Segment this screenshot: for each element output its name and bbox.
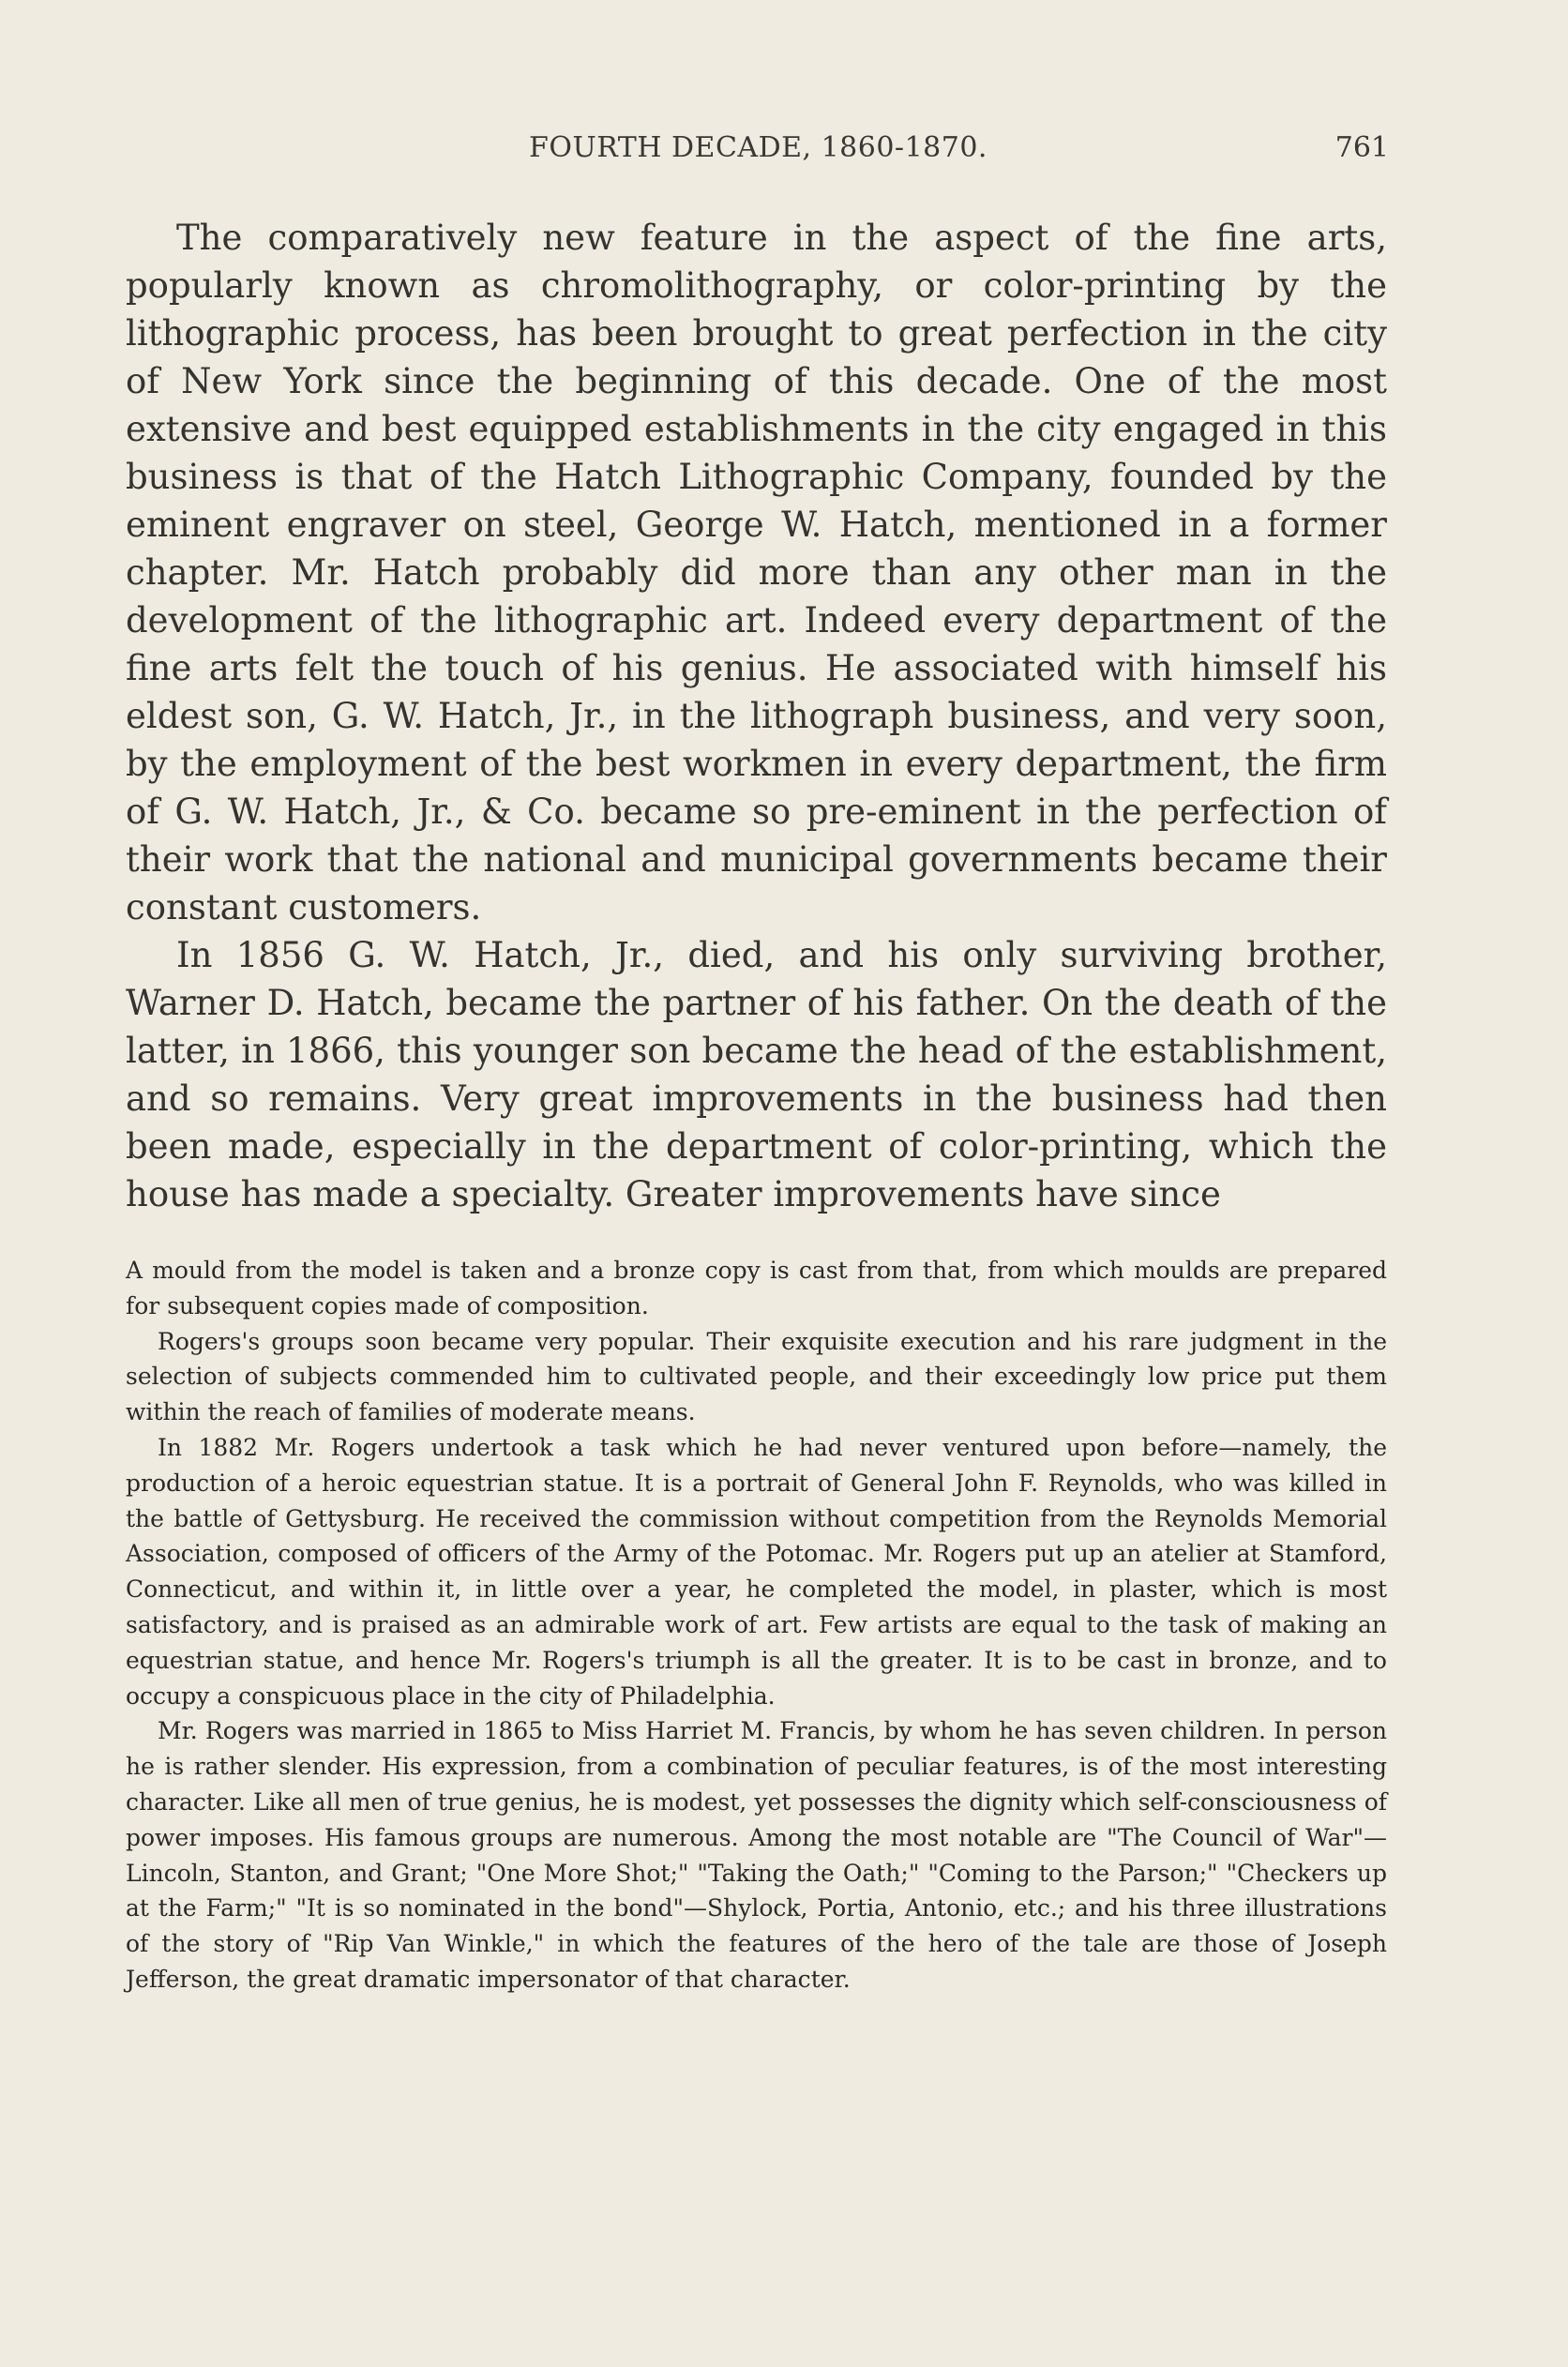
running-header xyxy=(128,131,1389,178)
main-paragraph-2: In 1856 G. W. Hatch, Jr., died, and his only surviving brother, Warner D. Hatch, became the partner of his father. On the death of the latter, in 1866, this younger son became the head of the establishment, and so remains. Very great improvements in the business had then been made, especially in the department of color-printing, which the house has made a specialty. Greater improvements have since xyxy=(126,935,1387,1214)
main-paragraph-1: The comparatively new feature in the aspect of the fine arts, popularly known as chromolithography, or color-printing by the lithographic process, has been brought to great perfection in the city of New York since the beginning of this decade. One of the most extensive and best equipped establishments in the city engaged in this business is that of the Hatch Lithographic Company, founded by the eminent engraver on steel, George W. Hatch, mentioned in a former chapter. Mr. Hatch probably did more than any other man in the development of the lithographic art. Indeed every department of the fine arts felt the touch of his genius. He associated with himself his eldest son, G. W. Hatch, Jr., in the lithograph business, and very soon, by the employment of the best workmen in every department, the firm of G. W. Hatch, Jr., & Co. became so pre-eminent in the perfection of their work that the national and municipal governments became their constant customers. xyxy=(126,218,1387,927)
footnote-paragraph-4: Mr. Rogers was married in 1865 to Miss Harriet M. Francis, by whom he has seven children. In person he is rather slender. His expression, from a combination of peculiar features, is of the most interesting character. Like all men of true genius, he is modest, yet possesses the dignity which self-consciousness of power imposes. His famous groups are numerous. Among the most notable are "The Council of War"—Lincoln, Stanton, and Grant; "One More Shot;" "Taking the Oath;" "Coming to the Parson;" "Checkers up at the Farm;" "It is so nominated in the bond"—Shylock, Portia, Antonio, etc.; and his three illustrations of the story of "Rip Van Winkle," in which the features of the hero of the tale are those of Joseph Jefferson, the great dramatic impersonator of that character. xyxy=(126,1717,1387,1993)
main-text xyxy=(126,214,1387,1218)
footnote-paragraph-1: A mould from the model is taken and a bronze copy is cast from that, from which moulds are prepared for subsequent copies made of composition. xyxy=(126,1257,1387,1319)
footnote-paragraph-2: Rogers's groups soon became very popular. Their exquisite execution and his rare judgment in the selection of subjects commended him to cultivated people, and their exceedingly low price put them within the reach of families of moderate means. xyxy=(126,1327,1387,1426)
running-head-title: FOURTH DECADE, 1860-1870. xyxy=(529,131,988,164)
footnote-continuation xyxy=(126,1253,1387,1998)
footnote-paragraph-3: In 1882 Mr. Rogers undertook a task which he had never ventured upon before—namely, the production of a heroic equestrian statue. It is a portrait of General John F. Reynolds, who was killed in the battle of Gettysburg. He received the commission without competition from the Reynolds Memorial Association, composed of officers of the Army of the Potomac. Mr. Rogers put up an atelier at Stamford, Connecticut, and within it, in little over a year, he completed the model, in plaster, which is most satisfactory, and is praised as an admirable work of art. Few artists are equal to the task of making an equestrian statue, and hence Mr. Rogers's triumph is all the greater. It is to be cast in bronze, and to occupy a conspicuous place in the city of Philadelphia. xyxy=(126,1433,1387,1710)
page-number: 761 xyxy=(1334,131,1389,164)
